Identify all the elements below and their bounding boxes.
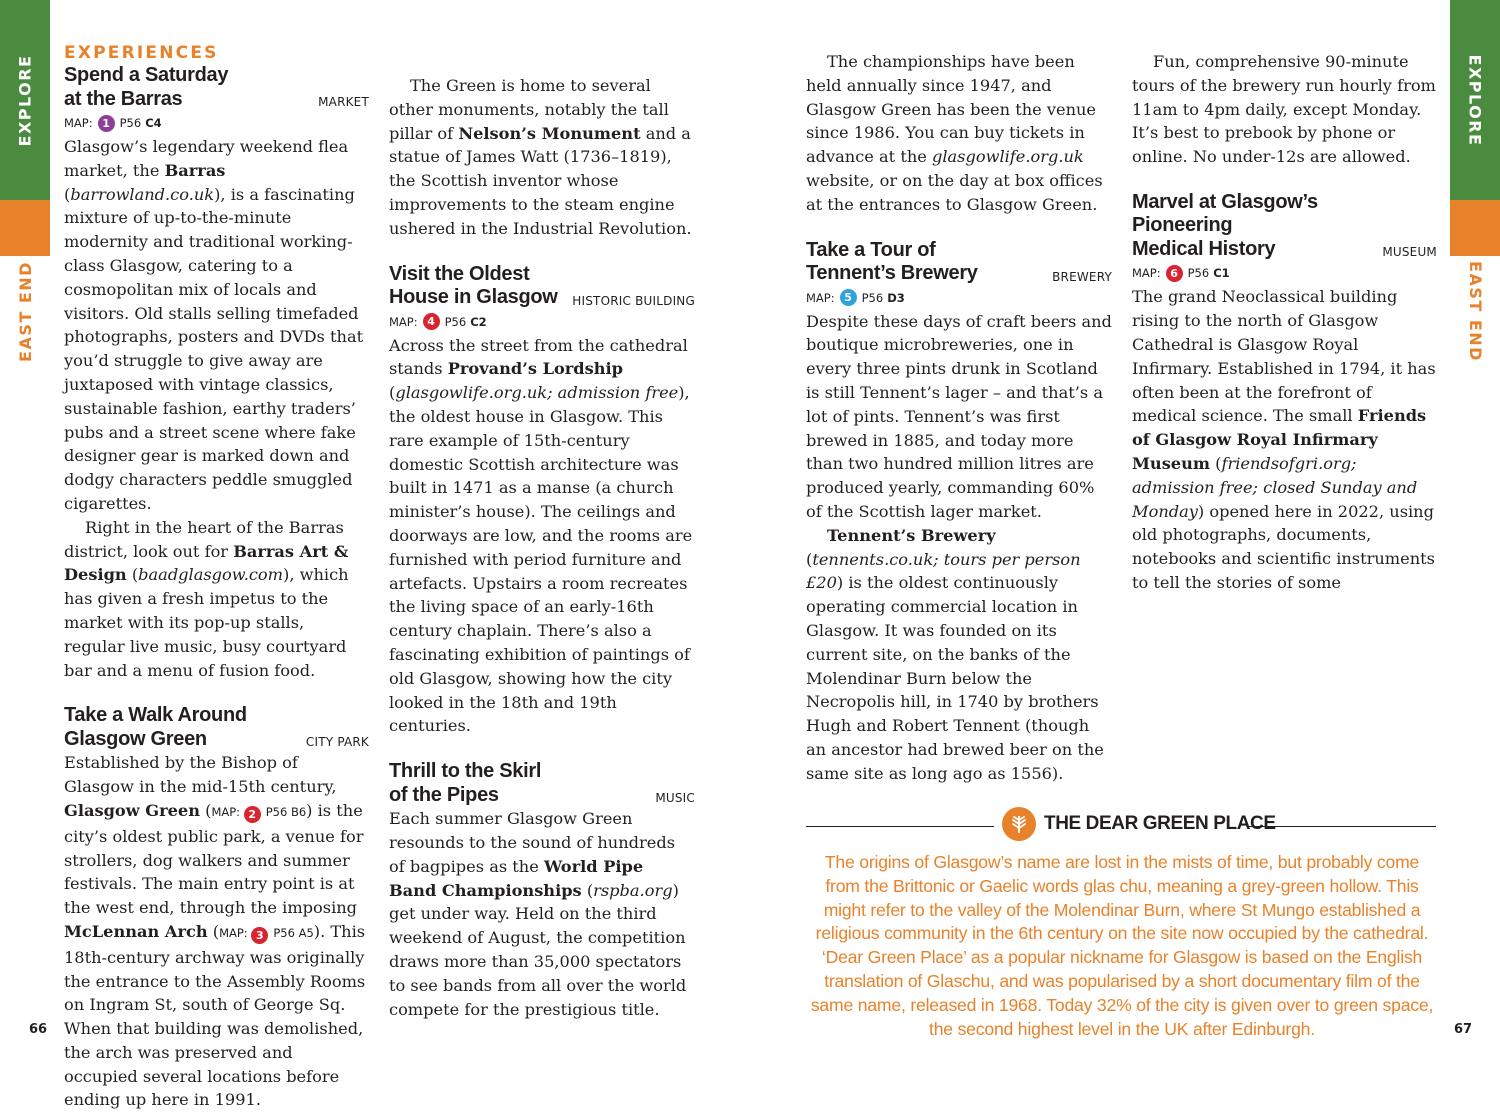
map-pin-2[interactable]: 2 xyxy=(244,806,261,823)
boxout-title: THE DEAR GREEN PLACE xyxy=(1044,813,1276,834)
explore-tab-label: EXPLORE xyxy=(15,54,35,146)
medical-paragraph: The grand Neoclassical building rising to the north of Glasgow Cathedral is Glasgow Royal Infirmary. Established in 1794, it has often been at the forefront of medical science. The small Friends of Glasgow Royal Infirmary Museum (friendsofgri.org; admission free; closed Sunday and Monday) opened here in 2022, using old photographs, documents, notebooks and scientific instruments to tell the stories of some xyxy=(1132,287,1436,593)
east-end-label-right xyxy=(1450,256,1500,366)
barras-type: MARKET xyxy=(318,95,369,109)
east-end-tab-left[interactable] xyxy=(0,200,50,256)
east-end-tab-label: EAST END xyxy=(1465,260,1485,362)
pipes-paragraph-2: The championships have been held annually since 1947, and Glasgow Green has been the venue since 1986. You can buy tickets in advance at the glasgowlife.org.uk website, or on the day at box offices at the entrances to Glasgow Green. xyxy=(806,52,1103,214)
map-pin-6[interactable]: 6 xyxy=(1166,265,1183,282)
page-number-right: 67 xyxy=(1454,1022,1473,1037)
pipes-type: MUSIC xyxy=(655,791,695,806)
tennents-paragraph-2: Tennent’s Brewery (tennents.co.uk; tours per person £20) is the oldest continuously operating commercial location in Glasgow. It was founded on its current site, on the banks of the Molendinar Burn below the Necropolis hill, in 1740 by brothers Hugh and Robert Tennent (though an ancestor had brewed beer on the same site as long ago as 1556). xyxy=(806,525,1104,783)
pipes-title: Thrill to the Skirl of the Pipes xyxy=(389,760,542,806)
green-map-ref[interactable]: MAP: 2 P56 B6 xyxy=(211,804,307,821)
oldest-map-ref[interactable]: MAP: 4 P56 C2 xyxy=(389,314,487,329)
tree-icon xyxy=(1002,807,1036,841)
tennents-heading xyxy=(806,239,1112,286)
boxout-body: The origins of Glasgow’s name are lost in the mists of time, but probably come from the Brittonic or Gaelic words glas chu, meaning a grey-green hollow. This might refer to the valley of the Molendinar Burn, where St Mungo established a religious community in the 6th century on the site now occupied by the cathedral. ‘Dear Green Place’ as a popular nickname for Glasgow is based on the English translation of Glaschu, and was popularised by a short documentary film of the same name, released in 1968. Today 32% of the city is given over to green space, the second highest level in the UK after Edinburgh. xyxy=(810,852,1434,1039)
medical-heading xyxy=(1132,191,1437,262)
barras-paragraph-2: Right in the heart of the Barras district, look out for Barras Art & Design (baadglasgow.com), which has given a fresh impetus to the market with its pop-up stalls, regular live music, busy courtyard bar and a menu of fusion food. xyxy=(64,517,349,680)
pipes-paragraph-1: Each summer Glasgow Green resounds to the sound of hundreds of bagpipes as the World Pipe Band Championships (rspba.org) get under way. Held on the third weekend of August, the competition draws more than 35,000 spectators to see bands from all over the world compete for the prestigious title. xyxy=(389,809,687,1019)
east-end-label-left xyxy=(0,256,50,366)
map-pin-5[interactable]: 5 xyxy=(840,289,857,306)
page-number-left: 66 xyxy=(29,1022,48,1037)
boxout-rule-right xyxy=(1248,826,1436,827)
column-3 xyxy=(806,50,1112,786)
tennents-paragraph-1: Despite these days of craft beers and boutique microbreweries, one in every three pints drunk in Scotland is still Tennent’s lager – and that’s a lot of pints. Tennent’s was first brewed in 1885, and today more than two hundred million litres are produced yearly, commanding 60% of the Scottish lager market. xyxy=(806,311,1112,521)
green-paragraph-1: Established by the Bishop of Glasgow in the mid-15th century, Glasgow Green (MAP: 2 P56 B6) is the city’s oldest public park, a venue for strollers, dog walkers and summer festivals. The main entry point is at the west end, through the imposing McLennan Arch (MAP: 3 P56 A5). This 18th-century archway was originally the entrance to the Assembly Rooms on Ingram St, south of George Sq. When that building was demolished, the arch was preserved and occupied several locations before ending up here in 1991. xyxy=(64,753,366,1110)
barras-heading xyxy=(64,64,369,111)
east-end-tab-right[interactable] xyxy=(1450,200,1500,256)
map-pin-1[interactable]: 1 xyxy=(98,115,115,132)
column-1 xyxy=(64,43,369,1112)
oldest-heading xyxy=(389,263,695,310)
boxout-heading xyxy=(1002,807,1276,841)
barras-paragraph-1: Glasgow’s legendary weekend flea market, the Barras (barrowland.co.uk), is a fascinating mixture of up-to-the-minute modernity and traditional working-class Glasgow, catering to a cosmopolitan mix of locals and visitors. Old stalls selling timefaded photographs, posters and DVDs that you’d struggle to give away are juxtaposed with vintage classics, sustainable fashion, earthy traders’ pubs and a street scene where fake designer gear is marked down and dodgy characters peddle smuggled cigarettes. xyxy=(64,137,364,513)
medical-type: MUSEUM xyxy=(1382,245,1437,260)
east-end-tab-label: EAST END xyxy=(15,260,35,362)
explore-tab-label: EXPLORE xyxy=(1465,54,1485,146)
pipes-heading xyxy=(389,760,695,807)
arch-map-ref[interactable]: MAP: 3 P56 A5 xyxy=(219,925,314,942)
oldest-paragraph: Across the street from the cathedral stands Provand’s Lordship (glasgowlife.org.uk; admission free), the oldest house in Glasgow. This rare example of 15th-century domestic Scottish architecture was built in 1471 as a manse (a church minister’s house). The ceilings and doorways are low, and the rooms are furnished with period furniture and artefacts. Upstairs a room recreates the living space of an early-16th century chaplain. There’s also a fascinating exhibition of paintings of old Glasgow, showing how the city looked in the 18th and 19th centuries. xyxy=(389,335,693,736)
map-pin-4[interactable]: 4 xyxy=(423,313,440,330)
section-kicker: EXPERIENCES xyxy=(64,43,219,63)
green-title: Take a Walk Around Glasgow Green xyxy=(64,704,247,750)
green-paragraph-2: The Green is home to several other monuments, notably the tall pillar of Nelson’s Monument and a statue of James Watt (1736–1819), the Scottish inventor whose improvements to the steam engine ushered in the Industrial Revolution. xyxy=(389,76,692,238)
boxout-rule-left xyxy=(806,826,994,827)
medical-title: Marvel at Glasgow’s Pioneering Medical History xyxy=(1132,190,1318,260)
green-type: CITY PARK xyxy=(305,735,369,750)
tennents-paragraph-3: Fun, comprehensive 90-minute tours of the brewery run hourly from 11am to 4pm daily, except Monday. It’s best to prebook by phone or online. No under-12s are allowed. xyxy=(1132,52,1436,167)
tennents-map-ref[interactable]: MAP: 5 P56 D3 xyxy=(806,290,905,305)
map-pin-3[interactable]: 3 xyxy=(251,927,268,944)
barras-map-ref[interactable]: MAP: 1 P56 C4 xyxy=(64,116,162,130)
column-2 xyxy=(389,74,695,1021)
oldest-type: HISTORIC BUILDING xyxy=(572,293,695,308)
green-heading xyxy=(64,704,369,751)
column-4 xyxy=(1132,50,1437,595)
tennents-title: Take a Tour of Tennent’s Brewery xyxy=(806,238,978,285)
medical-map-ref[interactable]: MAP: 6 P56 C1 xyxy=(1132,266,1230,281)
explore-tab-right[interactable] xyxy=(1450,0,1500,200)
explore-tab-left[interactable] xyxy=(0,0,50,200)
tennents-type: BREWERY xyxy=(1052,269,1112,284)
barras-title: Spend a Saturday at the Barras xyxy=(64,64,229,110)
oldest-title: Visit the Oldest House in Glasgow xyxy=(389,262,558,309)
